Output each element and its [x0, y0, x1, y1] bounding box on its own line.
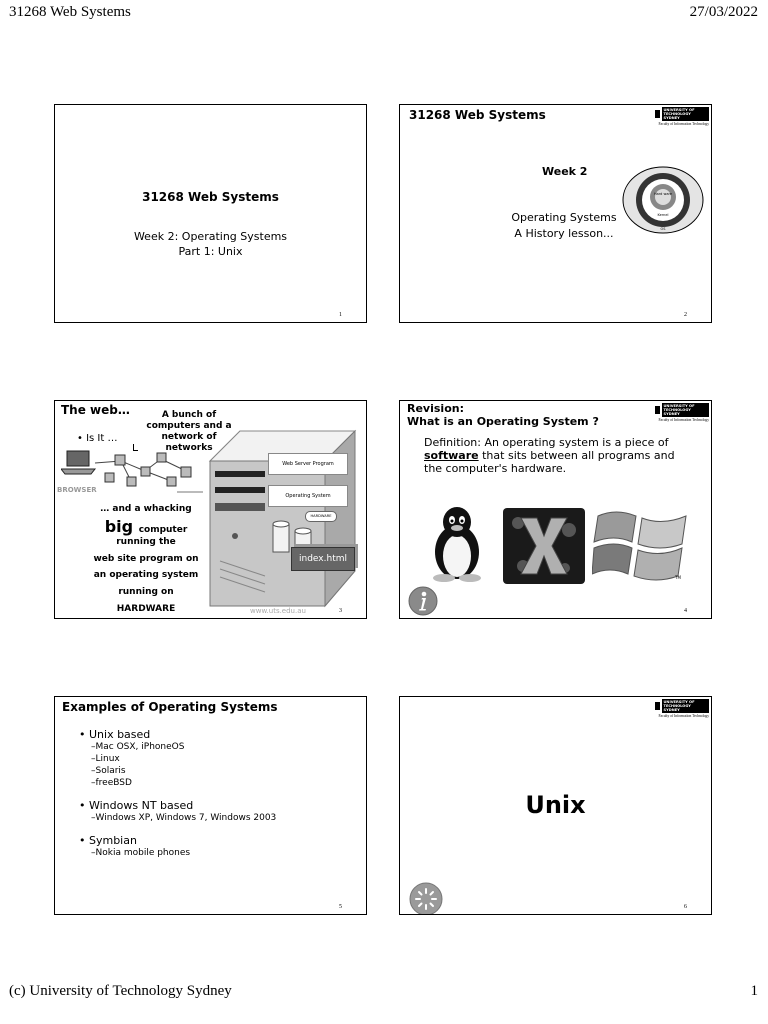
linux-penguin-icon	[424, 504, 490, 582]
slide-1[interactable]	[54, 104, 367, 323]
connector-line	[133, 444, 138, 451]
trademark-mark: TM	[675, 575, 681, 580]
os-layers-diagram	[621, 165, 705, 235]
list-item: –freeBSD	[91, 778, 132, 788]
slide-subtitle: Week 2: Operating Systems	[133, 230, 288, 243]
svg-text:Kernel: Kernel	[657, 213, 669, 217]
slide-2[interactable]	[399, 104, 712, 323]
list-item: –Mac OSX, iPhoneOS	[91, 742, 185, 752]
footer-page-number: 1	[750, 983, 758, 999]
network-caption: A bunch of computers and a network of networks	[146, 410, 232, 453]
slide-title-2: What is an Operating System ?	[407, 415, 599, 428]
bullet-text: • Is It …	[77, 433, 118, 444]
slide-text-2: A History lesson...	[514, 227, 614, 240]
slide-number: 2	[684, 312, 687, 318]
slide-title: Unix	[525, 791, 586, 819]
caption-running-on: running on	[118, 587, 174, 597]
slide-subtitle-2: Part 1: Unix	[178, 245, 243, 258]
svg-text:Hard ware: Hard ware	[653, 192, 673, 196]
uts-logo: UNIVERSITY OF TECHNOLOGY SYDNEY Faculty of Information Technology	[655, 107, 709, 126]
list-item: –Solaris	[91, 766, 126, 776]
list-group-label: • Windows NT based	[79, 799, 194, 812]
svg-text:OS: OS	[660, 227, 666, 231]
slide-number: 5	[339, 904, 342, 910]
slide-number: 4	[684, 608, 687, 614]
slide-6[interactable]	[399, 696, 712, 915]
server-program-box: Web Server Program	[268, 453, 348, 475]
info-icon[interactable]	[408, 586, 438, 616]
slide-number: 3	[339, 608, 342, 614]
slide-title: Examples of Operating Systems	[62, 700, 278, 714]
slide-text-1: Operating Systems	[511, 211, 617, 224]
server-os-box: Operating System	[268, 485, 348, 507]
caption-hardware: HARDWARE	[116, 604, 176, 614]
list-item: –Windows XP, Windows 7, Windows 2003	[91, 813, 277, 823]
list-item: –Nokia mobile phones	[91, 848, 191, 858]
caption-os: an operating system	[93, 570, 199, 580]
slide-title: Revision:	[407, 402, 464, 415]
definition-text: Definition: An operating system is a piece of software that sits between all programs and the computer's hardware.	[424, 436, 675, 475]
windows-logo-icon	[592, 504, 690, 584]
uts-logo: UNIVERSITY OF TECHNOLOGY SYDNEY Faculty of Information Technology	[655, 403, 709, 422]
list-group-label: • Unix based	[79, 728, 151, 741]
caption-whacking: … and a whacking	[100, 504, 192, 514]
slide-title: 31268 Web Systems	[409, 108, 546, 122]
caption-website: web site program on	[93, 554, 199, 564]
slide-title: 31268 Web Systems	[142, 190, 279, 204]
header-date: 27/03/2022	[689, 4, 758, 20]
slide-number: 6	[684, 904, 687, 910]
caption-running-the: running the	[116, 537, 176, 547]
browser-label: BROWSER	[57, 486, 97, 494]
mac-osx-icon	[503, 508, 585, 584]
index-file: index.html	[291, 547, 355, 571]
loading-icon	[409, 882, 443, 915]
slide-title: The web…	[61, 403, 130, 417]
slide-4[interactable]	[399, 400, 712, 619]
list-group-label: • Symbian	[79, 834, 137, 847]
server-hardware-badge: HARDWARE	[305, 511, 337, 522]
uts-logo: UNIVERSITY OF TECHNOLOGY SYDNEY Faculty of Information Technology	[655, 699, 709, 718]
header-course: 31268 Web Systems	[9, 4, 131, 20]
connector-line-2	[177, 491, 203, 493]
list-item: –Linux	[91, 754, 120, 764]
slide-3[interactable]	[54, 400, 367, 619]
slide-5[interactable]	[54, 696, 367, 915]
caption-big: big computer	[104, 517, 188, 536]
week-label: Week 2	[542, 165, 588, 178]
slide-number: 1	[339, 312, 342, 318]
os-examples-list	[79, 718, 276, 859]
footer-copyright: (c) University of Technology Sydney	[9, 983, 232, 999]
url-watermark: www.uts.edu.au	[250, 607, 306, 615]
